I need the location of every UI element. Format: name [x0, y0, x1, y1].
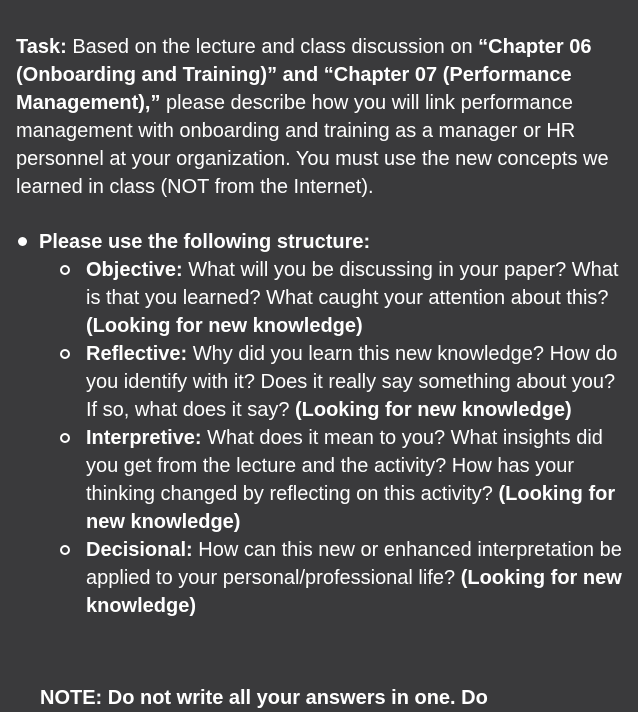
task-text-instructions: please describe how you will link performance management with onboarding and training as a manager or HR personnel at your organization. You must use the new concepts we learned in class (NOT from the Internet).: [16, 92, 609, 198]
item-tag: (Looking for new knowledge): [86, 483, 616, 533]
structure-item-objective: [16, 256, 628, 340]
item-label: Objective:: [86, 259, 183, 281]
hollow-bullet-icon: [60, 265, 70, 275]
bullet-icon: [18, 237, 27, 246]
hollow-bullet-icon: [60, 349, 70, 359]
cutoff-note: NOTE: Do not write all your answers in one. Do: [40, 687, 488, 709]
item-tag: (Looking for new knowledge): [86, 315, 363, 337]
item-text: Why did you learn this new knowledge? How do you identify with it? Does it really say something about you? If so, what does it say?: [86, 343, 618, 421]
item-label: Reflective:: [86, 343, 188, 365]
document-body: [16, 33, 628, 620]
hollow-bullet-icon: [60, 545, 70, 555]
structure-item-reflective: [16, 340, 628, 424]
chapter-references: “Chapter 06 (Onboarding and Training)” and “Chapter 07 (Performance Management),”: [16, 36, 592, 114]
item-text: How can this new or enhanced interpretation be applied to your personal/professional life?: [86, 539, 622, 589]
structure-item-interpretive: [16, 424, 628, 536]
item-label: Interpretive:: [86, 427, 202, 449]
task-text-intro: Based on the lecture and class discussion on: [66, 36, 479, 58]
structure-list: [16, 256, 628, 620]
item-text: What will you be discussing in your paper? What is that you learned? What caught your attention about this?: [86, 259, 619, 309]
item-text: What does it mean to you? What insights did you get from the lecture and the activity? How has your thinking changed by reflecting on this activity?: [86, 427, 603, 505]
task-label: Task:: [16, 36, 67, 58]
structure-section: [16, 228, 628, 620]
item-label: Decisional:: [86, 539, 193, 561]
structure-heading: Please use the following structure:: [39, 231, 371, 253]
task-paragraph: [16, 33, 628, 201]
item-tag: (Looking for new knowledge): [295, 399, 572, 421]
structure-item-decisional: [16, 536, 628, 620]
hollow-bullet-icon: [60, 433, 70, 443]
structure-heading-item: [16, 228, 628, 256]
item-tag: (Looking for new knowledge): [86, 567, 622, 617]
